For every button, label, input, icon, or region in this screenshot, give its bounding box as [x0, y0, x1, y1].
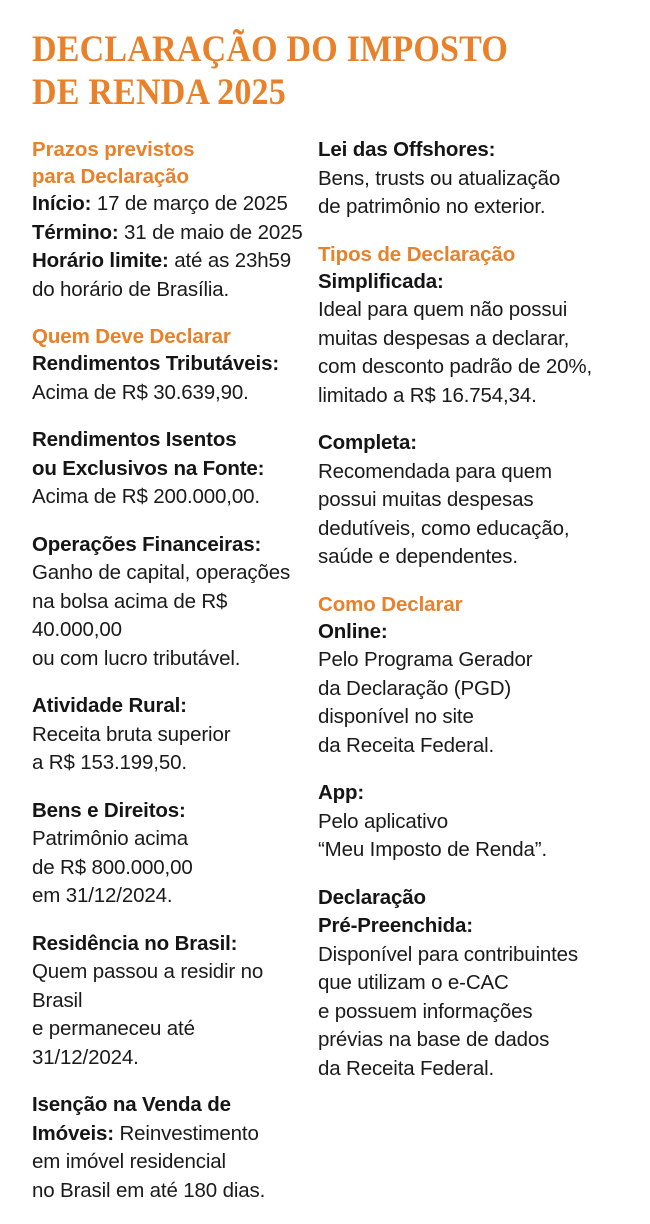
prazos-inicio-value: 17 de março de 2025: [91, 192, 288, 215]
item-app-line-1: Pelo aplicativo: [318, 809, 448, 833]
item-residencia-no-brasil: [32, 930, 304, 1073]
prazos-termino: [32, 219, 304, 248]
item-declaracao-pre-preenchida-line-5: da Receita Federal.: [318, 1056, 495, 1080]
item-rendimentos-isentos-line-1: Acima de R$ 200.000,00.: [32, 485, 260, 508]
item-simplificada: [318, 268, 638, 411]
item-simplificada-line-4: limitado a R$ 16.754,34.: [318, 383, 537, 407]
item-declaracao-pre-preenchida-line-1: Disponível para contribuintes: [318, 942, 579, 966]
page-title-line-2: DE RENDA 2025: [32, 72, 286, 113]
item-declaracao-pre-preenchida-line-2: que utilizam o e-CAC: [318, 971, 509, 994]
prazos-horario: [32, 247, 304, 276]
item-isencao-venda-imoveis-label: Imóveis:: [32, 1121, 114, 1145]
item-app: [318, 779, 638, 865]
item-operacoes-financeiras-line-2: na bolsa acima de R$ 40.000,00: [32, 589, 228, 641]
item-declaracao-pre-preenchida-subhead-line-2: Pré-Preenchida:: [318, 914, 473, 937]
item-app-line-2: “Meu Imposto de Renda”.: [318, 838, 547, 861]
item-online-line-2: da Declaração (PGD): [318, 676, 512, 700]
item-completa-line-2: possui muitas despesas: [318, 488, 534, 511]
item-operacoes-financeiras: [32, 531, 304, 674]
item-isencao-venda-imoveis-inline-value: Reinvestimento: [113, 1121, 259, 1145]
item-completa-subhead: Completa:: [318, 431, 417, 454]
item-bens-e-direitos-subhead: Bens e Direitos:: [32, 798, 186, 822]
section-como-declarar-heading: Como Declarar: [318, 592, 463, 616]
item-atividade-rural-line-2: a R$ 153.199,50.: [32, 751, 187, 774]
item-declaracao-pre-preenchida-line-3: e possuem informações: [318, 999, 533, 1023]
item-rendimentos-isentos-subhead-line-2: ou Exclusivos na Fonte:: [32, 456, 265, 480]
item-atividade-rural: [32, 692, 304, 778]
item-completa-line-3: dedutíveis, como educação,: [318, 516, 570, 540]
item-simplificada-subhead: Simplificada:: [318, 269, 444, 293]
item-rendimentos-tributaveis-subhead: Rendimentos Tributáveis:: [32, 352, 280, 375]
prazos-horario-label: Horário limite:: [32, 249, 169, 272]
section-como-declarar: [318, 591, 638, 618]
item-online-line-4: da Receita Federal.: [318, 733, 495, 757]
prazos-inicio: [32, 190, 304, 219]
left-column: [0, 136, 310, 1224]
section-tipos-de-declaracao: [318, 241, 638, 268]
item-isencao-venda-imoveis-subhead-line-2: [32, 1120, 304, 1149]
item-lei-das-offshores-subhead: Lei das Offshores:: [318, 138, 496, 161]
item-isencao-venda-imoveis-subhead-line-1: Isenção na Venda de: [32, 1093, 231, 1116]
item-operacoes-financeiras-line-3: ou com lucro tributável.: [32, 646, 241, 670]
item-completa-line-4: saúde e dependentes.: [318, 545, 518, 568]
item-simplificada-line-1: Ideal para quem não possui: [318, 298, 568, 321]
item-rendimentos-isentos-subhead-line-1: Rendimentos Isentos: [32, 428, 237, 451]
item-rendimentos-isentos: [32, 426, 304, 512]
item-bens-e-direitos-line-2: de R$ 800.000,00: [32, 855, 193, 879]
section-quem-deve-declarar-heading: Quem Deve Declarar: [32, 325, 231, 348]
item-lei-das-offshores-line-2: de patrimônio no exterior.: [318, 195, 546, 218]
page-title-line-1: DECLARAÇÃO DO IMPOSTO: [32, 29, 509, 70]
item-app-subhead: App:: [318, 781, 365, 804]
item-declaracao-pre-preenchida: [318, 884, 638, 1084]
prazos-horario-value: até as 23h59: [168, 249, 292, 272]
item-simplificada-line-3: com desconto padrão de 20%,: [318, 355, 593, 378]
content-columns: [0, 114, 650, 1224]
section-quem-deve-declarar: [32, 323, 304, 350]
prazos-termino-value: 31 de maio de 2025: [118, 220, 303, 244]
item-online-subhead: Online:: [318, 619, 388, 643]
right-column: [310, 136, 650, 1102]
item-atividade-rural-subhead: Atividade Rural:: [32, 694, 187, 717]
item-residencia-no-brasil-line-1: Quem passou a residir no Brasil: [32, 960, 264, 1012]
item-online: [318, 618, 638, 761]
item-operacoes-financeiras-line-1: Ganho de capital, operações: [32, 561, 291, 584]
item-bens-e-direitos-line-3: em 31/12/2024.: [32, 884, 173, 907]
item-rendimentos-tributaveis-line-1: Acima de R$ 30.639,90.: [32, 380, 249, 404]
item-isencao-venda-imoveis: [32, 1091, 304, 1205]
item-residencia-no-brasil-subhead: Residência no Brasil:: [32, 931, 238, 955]
section-prazos-heading-line-1: Prazos previstos: [32, 138, 195, 161]
section-prazos-heading-line-2: para Declaração: [32, 165, 189, 188]
item-bens-e-direitos-line-1: Patrimônio acima: [32, 827, 188, 850]
item-operacoes-financeiras-subhead: Operações Financeiras:: [32, 532, 262, 556]
item-atividade-rural-line-1: Receita bruta superior: [32, 722, 231, 746]
item-declaracao-pre-preenchida-subhead-line-1: Declaração: [318, 885, 426, 909]
prazos-inicio-label: Início:: [32, 192, 92, 215]
item-isencao-venda-imoveis-line-1: em imóvel residencial: [32, 1150, 226, 1173]
section-prazos: [32, 136, 304, 304]
prazos-termino-label: Término:: [32, 220, 119, 244]
item-online-line-3: disponível no site: [318, 705, 474, 728]
section-tipos-de-declaracao-heading: Tipos de Declaração: [318, 242, 516, 266]
prazos-horario-line-2: do horário de Brasília.: [32, 277, 230, 301]
item-lei-das-offshores-line-1: Bens, trusts ou atualização: [318, 166, 561, 190]
item-completa-line-1: Recomendada para quem: [318, 459, 552, 483]
item-lei-das-offshores: [318, 136, 638, 222]
item-simplificada-line-2: muitas despesas a declarar,: [318, 326, 570, 350]
item-online-line-1: Pelo Programa Gerador: [318, 648, 533, 671]
item-declaracao-pre-preenchida-line-4: prévias na base de dados: [318, 1028, 550, 1051]
item-completa: [318, 429, 638, 572]
item-bens-e-direitos: [32, 797, 304, 911]
item-residencia-no-brasil-line-2: e permaneceu até 31/12/2024.: [32, 1017, 195, 1069]
item-isencao-venda-imoveis-line-2: no Brasil em até 180 dias.: [32, 1178, 266, 1202]
item-rendimentos-tributaveis: [32, 350, 304, 407]
page-title: [0, 0, 650, 114]
